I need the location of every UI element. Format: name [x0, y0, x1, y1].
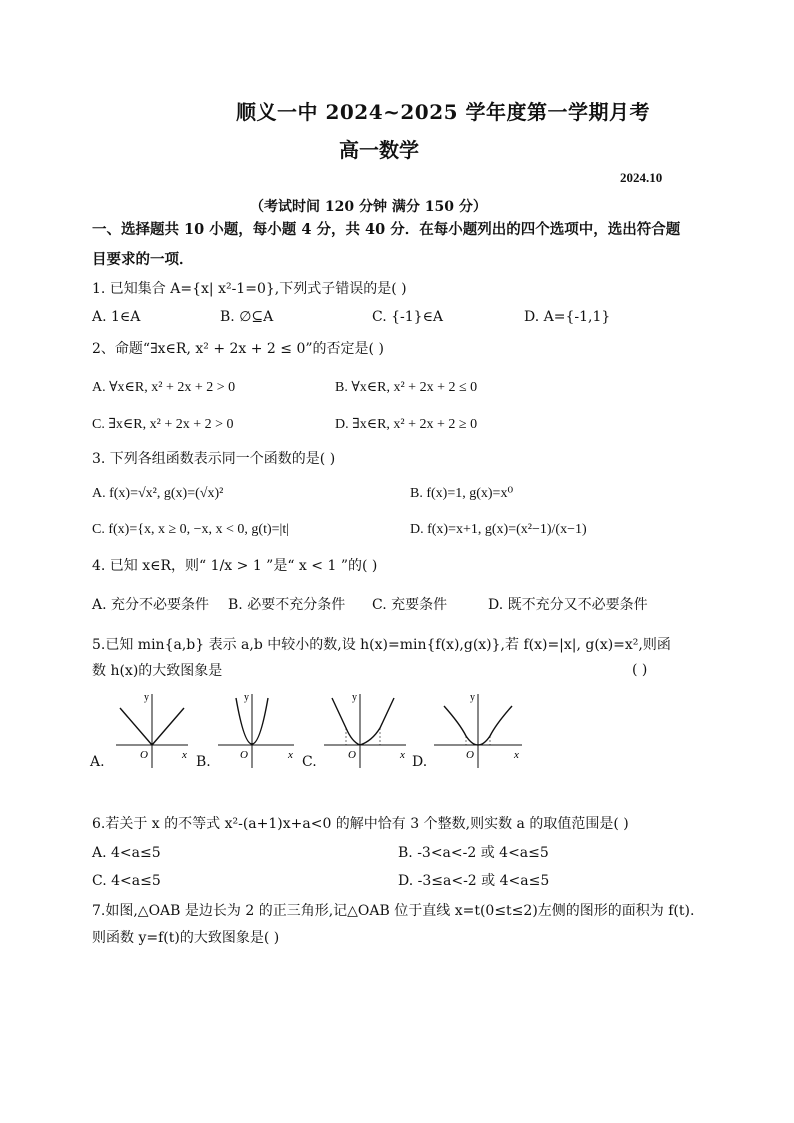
- exam-info: （考试时间 120 分钟 满分 150 分）: [250, 199, 487, 215]
- graph-d: [430, 690, 526, 770]
- question-4-option-a: A. 充分不必要条件: [92, 597, 210, 613]
- exam-title: 顺义一中 2024~2025 学年度第一学期月考: [236, 100, 651, 124]
- graph-c: [320, 690, 410, 770]
- question-6-stem: 6.若关于 x 的不等式 x²-(a+1)x+a<0 的解中恰有 3 个整数,则实数 a 的取值范围是( ): [92, 816, 629, 832]
- graph-d-x-label: x: [514, 749, 519, 761]
- graph-a-y-label: y: [144, 692, 149, 703]
- question-2-option-a: A. ∀x∈R, x² + 2x + 2 > 0: [92, 380, 236, 395]
- question-2-option-c: C. ∃x∈R, x² + 2x + 2 > 0: [92, 417, 234, 432]
- question-2-stem: 2、命题“∃x∈R, x² + 2x + 2 ≤ 0”的否定是( ): [92, 341, 384, 357]
- question-5-option-a: A.: [90, 754, 105, 770]
- question-1-option-b: B. ∅⊆A: [220, 309, 274, 325]
- question-5-stem: 5.已知 min{a,b} 表示 a,b 中较小的数,设 h(x)=min{f(x),g(x)},若 f(x)=|x|, g(x)=x²,则函数 h(x)的大致图象是: [92, 637, 671, 679]
- question-5-blank: ( ): [632, 662, 648, 678]
- graph-b: [214, 690, 298, 770]
- question-7-stem-2: 则函数 y=f(t)的大致图象是( ): [92, 930, 280, 946]
- graph-b-origin: O: [240, 749, 248, 761]
- graph-c-x-label: x: [400, 749, 405, 761]
- question-3-option-a: A. f(x)=√x², g(x)=(√x)²: [92, 486, 224, 501]
- graph-a: [112, 690, 192, 770]
- question-3-stem: 3. 下列各组函数表示同一个函数的是( ): [92, 451, 336, 467]
- question-4-option-b: B. 必要不充分条件: [228, 597, 346, 613]
- graph-c-y-label: y: [352, 692, 357, 703]
- question-1-option-a: A. 1∈A: [92, 309, 141, 325]
- graph-d-y-label: y: [470, 692, 475, 703]
- question-1-option-c: C. {-1}∈A: [372, 309, 444, 325]
- question-4-stem: 4. 已知 x∈R，则“ 1/x > 1 ”是“ x < 1 ”的( ): [92, 558, 378, 574]
- question-1-stem: 1. 已知集合 A={x| x²-1=0},下列式子错误的是( ): [92, 281, 407, 297]
- question-2-option-d: D. ∃x∈R, x² + 2x + 2 ≥ 0: [335, 417, 478, 432]
- question-5-option-d: D.: [412, 754, 428, 770]
- question-6-option-b: B. -3<a<-2 或 4<a≤5: [398, 845, 549, 861]
- question-6-option-c: C. 4<a≤5: [92, 873, 161, 889]
- question-6-option-d: D. -3≤a<-2 或 4<a≤5: [398, 873, 550, 889]
- question-3-option-b: B. f(x)=1, g(x)=x⁰: [410, 486, 514, 501]
- question-6-option-a: A. 4<a≤5: [92, 845, 161, 861]
- subject-title: 高一数学: [339, 138, 419, 162]
- question-1-option-d: D. A={-1,1}: [524, 309, 611, 325]
- question-2-option-b: B. ∀x∈R, x² + 2x + 2 ≤ 0: [335, 380, 478, 395]
- graph-c-origin: O: [348, 749, 356, 761]
- question-7-stem: 7.如图,△OAB 是边长为 2 的正三角形,记△OAB 位于直线 x=t(0≤t≤2)左侧的图形的面积为 f(t).: [92, 903, 695, 919]
- graph-a-origin: O: [140, 749, 148, 761]
- exam-date: 2024.10: [620, 170, 663, 185]
- graph-a-x-label: x: [182, 749, 187, 761]
- graph-b-x-label: x: [288, 749, 293, 761]
- question-3-option-d: D. f(x)=x+1, g(x)=(x²−1)/(x−1): [410, 522, 587, 537]
- question-3-option-c: C. f(x)={x, x ≥ 0, −x, x < 0, g(t)=|t|: [92, 522, 290, 537]
- graph-b-y-label: y: [244, 692, 249, 703]
- graph-d-origin: O: [466, 749, 474, 761]
- question-5-option-c: C.: [302, 754, 317, 770]
- question-4-option-d: D. 既不充分又不必要条件: [488, 597, 648, 613]
- question-5-option-b: B.: [196, 754, 211, 770]
- section-intro: 一、选择题共 10 小题，每小题 4 分，共 40 分．在每小题列出的四个选项中，选出符合题目要求的一项．: [92, 221, 681, 268]
- question-4-option-c: C. 充要条件: [372, 597, 448, 613]
